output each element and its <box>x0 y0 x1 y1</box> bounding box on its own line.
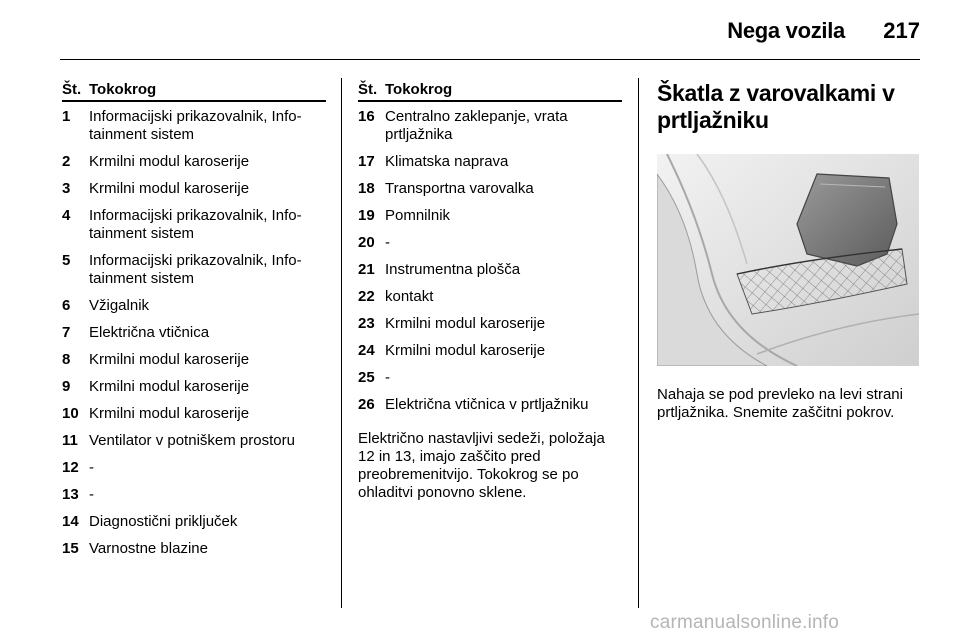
fuse-number: 2 <box>62 153 71 170</box>
fuse-number: 23 <box>358 315 375 332</box>
fuse-circuit: - <box>89 459 94 476</box>
chapter-title: Nega vozila <box>727 18 845 43</box>
fuse-number: 18 <box>358 180 375 197</box>
fuse-circuit: Ventilator v potniškem prostoru <box>89 432 295 449</box>
fuse-circuit: - <box>385 234 390 251</box>
fuse-circuit: Krmilni modul karoserije <box>89 153 250 170</box>
fuse-row <box>358 207 622 225</box>
fuse-number: 4 <box>62 207 71 224</box>
fuse-row <box>62 180 326 198</box>
fuse-circuit: - <box>385 369 390 386</box>
fuse-row <box>62 297 326 315</box>
fuse-row <box>62 540 326 558</box>
fuse-circuit: Klimatska naprava <box>385 153 509 170</box>
header-circuit: Tokokrog <box>385 81 453 98</box>
fuse-number: 3 <box>62 180 71 197</box>
table-header <box>62 80 326 102</box>
fuse-number: 25 <box>358 369 375 386</box>
fuse-number: 14 <box>62 513 79 530</box>
section-luggage-fusebox <box>657 80 922 422</box>
fuse-number: 12 <box>62 459 79 476</box>
fuse-number: 21 <box>358 261 375 278</box>
fuse-number: 8 <box>62 351 71 368</box>
fuse-row <box>358 261 622 279</box>
fuse-circuit: Transportna varovalka <box>385 180 534 197</box>
header-number: Št. <box>358 81 378 98</box>
section-caption: Nahaja se pod prevleko na levi strani prtljažnika. Snemite zaščitni pokrov. <box>657 386 903 421</box>
fuse-circuit: Krmilni modul karoserije <box>89 378 250 395</box>
fuse-number: 22 <box>358 288 375 305</box>
header-circuit: Tokokrog <box>89 81 157 98</box>
fuse-box-photo <box>657 154 919 366</box>
fuse-row <box>62 351 326 369</box>
fuse-circuit: kontakt <box>385 288 434 305</box>
fuse-number: 15 <box>62 540 79 557</box>
fuse-row <box>62 153 326 171</box>
fuse-table-column-2 <box>358 80 622 502</box>
fuse-row <box>358 234 622 252</box>
luggage-compartment-illustration <box>657 154 919 366</box>
fuse-row <box>62 252 326 288</box>
watermark: carmanualsonline.info <box>650 612 840 633</box>
fuse-number: 5 <box>62 252 71 269</box>
fuse-row <box>62 459 326 477</box>
page-number: 217 <box>883 18 920 43</box>
fuse-circuit: Informacijski prikazovalnik, Info-tainment sistem <box>89 108 302 143</box>
overload-note: Električno nastavljivi sedeži, položaja 12 in 13, imajo zaščito pred preobremenitvijo. Tokokrog se po ohladitvi ponovno sklene. <box>358 430 605 501</box>
fuse-row <box>62 405 326 423</box>
fuse-circuit: Krmilni modul karoserije <box>385 342 546 359</box>
fuse-circuit: Krmilni modul karoserije <box>89 405 250 422</box>
fuse-number: 1 <box>62 108 71 125</box>
fuse-row <box>358 342 622 360</box>
fuse-number: 17 <box>358 153 375 170</box>
fuse-row <box>358 315 622 333</box>
fuse-row <box>358 108 622 144</box>
fuse-number: 13 <box>62 486 79 503</box>
fuse-number: 20 <box>358 234 375 251</box>
fuse-row <box>62 486 326 504</box>
header-rule <box>60 59 920 60</box>
fuse-number: 16 <box>358 108 375 125</box>
fuse-circuit: Varnostne blazine <box>89 540 208 557</box>
fuse-row <box>62 513 326 531</box>
fuse-row <box>62 324 326 342</box>
fuse-circuit: Diagnostični priključek <box>89 513 238 530</box>
fuse-circuit: Instrumentna plošča <box>385 261 521 278</box>
fuse-row <box>62 378 326 396</box>
fuse-circuit: Vžigalnik <box>89 297 150 314</box>
fuse-number: 26 <box>358 396 375 413</box>
column-divider <box>341 78 342 608</box>
fuse-row <box>62 432 326 450</box>
fuse-circuit: Pomnilnik <box>385 207 451 224</box>
fuse-number: 9 <box>62 378 71 395</box>
fuse-row <box>358 369 622 387</box>
fuse-row <box>358 396 622 414</box>
fuse-number: 7 <box>62 324 71 341</box>
fuse-circuit: Električna vtičnica <box>89 324 210 341</box>
fuse-number: 6 <box>62 297 71 314</box>
fuse-row <box>358 288 622 306</box>
header-number: Št. <box>62 81 82 98</box>
fuse-circuit: Informacijski prikazovalnik, Info-tainment sistem <box>89 252 302 287</box>
fuse-circuit: Krmilni modul karoserije <box>89 180 250 197</box>
fuse-circuit: Krmilni modul karoserije <box>89 351 250 368</box>
table-header <box>358 80 622 102</box>
fuse-circuit: Informacijski prikazovalnik, Info-tainment sistem <box>89 207 302 242</box>
section-title: Škatla z varovalkami v prtljažniku <box>657 80 895 133</box>
column-divider <box>638 78 639 608</box>
fuse-row <box>358 180 622 198</box>
fuse-number: 24 <box>358 342 375 359</box>
fuse-row <box>62 207 326 243</box>
fuse-circuit: - <box>89 486 94 503</box>
fuse-number: 19 <box>358 207 375 224</box>
fuse-circuit: Centralno zaklepanje, vrata prtljažnika <box>385 108 568 143</box>
fuse-row <box>358 153 622 171</box>
fuse-number: 10 <box>62 405 79 422</box>
fuse-circuit: Krmilni modul karoserije <box>385 315 546 332</box>
fuse-table-column-1 <box>62 80 326 567</box>
fuse-number: 11 <box>62 432 78 449</box>
fuse-row <box>62 108 326 144</box>
fuse-circuit: Električna vtičnica v prtljažniku <box>385 396 589 413</box>
